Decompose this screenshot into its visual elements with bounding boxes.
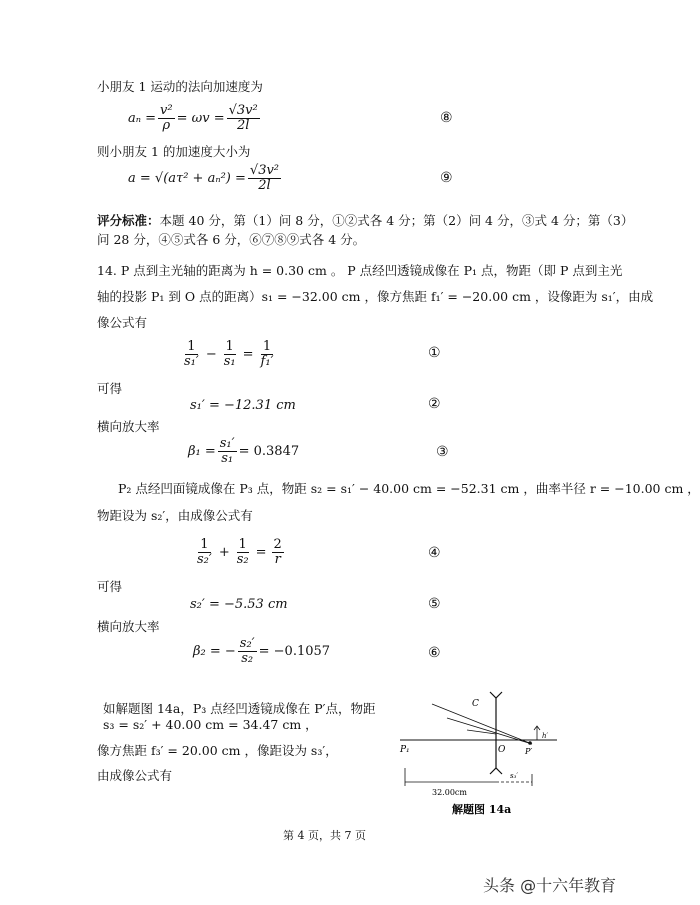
eq3-rhs: = 0.3847 bbox=[238, 444, 300, 459]
p2-line2: 物距设为 s₂′，由成像公式有 bbox=[97, 508, 253, 523]
eq1-equals: = bbox=[242, 347, 254, 362]
eq1-den2: s₁ bbox=[223, 354, 236, 369]
figure-caption: 解题图 14a bbox=[452, 803, 512, 816]
eq4-den2: s₂ bbox=[236, 552, 249, 567]
eq1-num1: 1 bbox=[187, 339, 196, 354]
q14-line2: 轴的投影 P₁ 到 O 点的距离）s₁ = −32.00 cm ，像方焦距 f₁′ = −20.00 cm ，设像距为 s₁′，由成 bbox=[97, 289, 654, 304]
eq1-num3: 1 bbox=[262, 339, 272, 354]
ray-1 bbox=[432, 704, 532, 744]
eq3-num: s₁′ bbox=[219, 436, 235, 451]
eq4-num1: 1 bbox=[200, 537, 209, 552]
figure-14a bbox=[392, 686, 562, 821]
q14-line1: 14. P 点到主光轴的距离为 h = 0.30 cm 。 P 点经凹透镜成像在 P₁ 点，物距（即 P 点到主光 bbox=[97, 263, 623, 278]
fig-line3: 像方焦距 f₃′ = 20.00 cm ，像距设为 s₃′， bbox=[97, 743, 338, 758]
label-s3-prime: s₃′ bbox=[510, 772, 518, 780]
label-o: O bbox=[498, 745, 506, 755]
eq8-lhs: aₙ = bbox=[128, 111, 157, 126]
fig-line2: s₃ = s₂′ + 40.00 cm = 34.47 cm ， bbox=[103, 717, 318, 732]
equation-1 bbox=[180, 340, 278, 369]
eq1-num2: 1 bbox=[225, 339, 234, 354]
eq4-op: + bbox=[218, 545, 230, 560]
eq3-den: s₁ bbox=[221, 451, 234, 466]
text-total-acceleration: 则小朋友 1 的加速度大小为 bbox=[97, 144, 251, 159]
eq-number-3: ③ bbox=[436, 444, 449, 460]
label-p1: P₁ bbox=[400, 745, 410, 755]
eq6-lhs: β₂ = − bbox=[193, 644, 236, 659]
eq9-lhs: a = √(aτ² + aₙ²) = bbox=[128, 171, 246, 186]
text-kede-2: 可得 bbox=[97, 579, 123, 594]
eq6-rhs: = −0.1057 bbox=[258, 644, 331, 659]
eq-number-2: ② bbox=[428, 396, 441, 412]
text-kede-1: 可得 bbox=[97, 381, 123, 396]
score-standard-line2: 问 28 分，④⑤式各 6 分，⑥⑦⑧⑨式各 4 分。 bbox=[97, 232, 366, 247]
eq6-den: s₂ bbox=[241, 651, 254, 666]
p2-line1: P₂ 点经凹面镜成像在 P₃ 点，物距 s₂ = s₁′ − 40.00 cm = −52.31 cm ，曲率半径 r = −10.00 cm ， bbox=[118, 481, 700, 496]
text-normal-acceleration: 小朋友 1 运动的法向加速度为 bbox=[97, 79, 263, 94]
p-prime-point bbox=[528, 741, 532, 745]
eq4-num3: 2 bbox=[273, 537, 282, 552]
fig-line1: 如解题图 14a，P₃ 点经凹透镜成像在 P′点，物距 bbox=[103, 701, 376, 716]
eq8-den1: ρ bbox=[162, 118, 171, 133]
equation-6 bbox=[193, 637, 330, 666]
eq9-den: 2l bbox=[258, 178, 271, 193]
eq8-den2: 2l bbox=[236, 118, 250, 133]
label-c: C bbox=[472, 699, 479, 709]
eq-number-9: ⑨ bbox=[440, 170, 453, 186]
text-magnification-1: 横向放大率 bbox=[97, 419, 160, 434]
text-magnification-2: 横向放大率 bbox=[97, 619, 160, 634]
equation-9 bbox=[128, 164, 283, 193]
eq4-num2: 1 bbox=[238, 537, 247, 552]
eq-number-6: ⑥ bbox=[428, 645, 441, 661]
eq8-num1: v² bbox=[160, 103, 173, 118]
equation-8 bbox=[128, 104, 262, 133]
eq-number-1: ① bbox=[428, 345, 441, 361]
eq6-num: s₂′ bbox=[239, 636, 255, 651]
label-distance: 32.00cm bbox=[432, 788, 467, 797]
eq1-op: − bbox=[205, 347, 217, 362]
eq1-den1: s₁′ bbox=[184, 354, 199, 369]
eq4-den1: s₂′ bbox=[197, 552, 212, 567]
eq-number-4: ④ bbox=[428, 545, 441, 561]
score-label: 评分标准： bbox=[97, 213, 160, 228]
eq4-equals: = bbox=[255, 545, 267, 560]
eq1-den3: f₁′ bbox=[260, 354, 274, 369]
eq4-den3: r bbox=[274, 552, 281, 567]
equation-5: s₂′ = −5.53 cm bbox=[190, 597, 288, 612]
fig-line4: 由成像公式有 bbox=[97, 768, 173, 783]
eq-number-5: ⑤ bbox=[428, 596, 441, 612]
label-h-prime: h′ bbox=[542, 732, 549, 740]
eq3-lhs: β₁ = bbox=[188, 444, 216, 459]
equation-2: s₁′ = −12.31 cm bbox=[190, 398, 296, 413]
equation-3 bbox=[188, 437, 299, 466]
page-footer: 第 4 页，共 7 页 bbox=[283, 829, 366, 842]
q14-line3: 像公式有 bbox=[97, 315, 148, 330]
score-standard bbox=[97, 213, 633, 229]
score-text: 本题 40 分，第（1）问 8 分，①②式各 4 分；第（2）问 4 分，③式 4 分；第（3） bbox=[159, 213, 634, 228]
eq9-num: √3v² bbox=[249, 163, 280, 178]
eq-number-8: ⑧ bbox=[440, 110, 453, 126]
equation-4 bbox=[193, 538, 286, 567]
eq8-mid: = ωv = bbox=[176, 111, 225, 126]
lens-top-arrow bbox=[490, 692, 502, 698]
eq8-num2: √3v² bbox=[228, 103, 258, 118]
lens-bottom-arrow bbox=[490, 768, 502, 774]
label-p-prime: P′ bbox=[525, 747, 533, 756]
watermark: 头条 @十六年教育 bbox=[483, 876, 617, 895]
